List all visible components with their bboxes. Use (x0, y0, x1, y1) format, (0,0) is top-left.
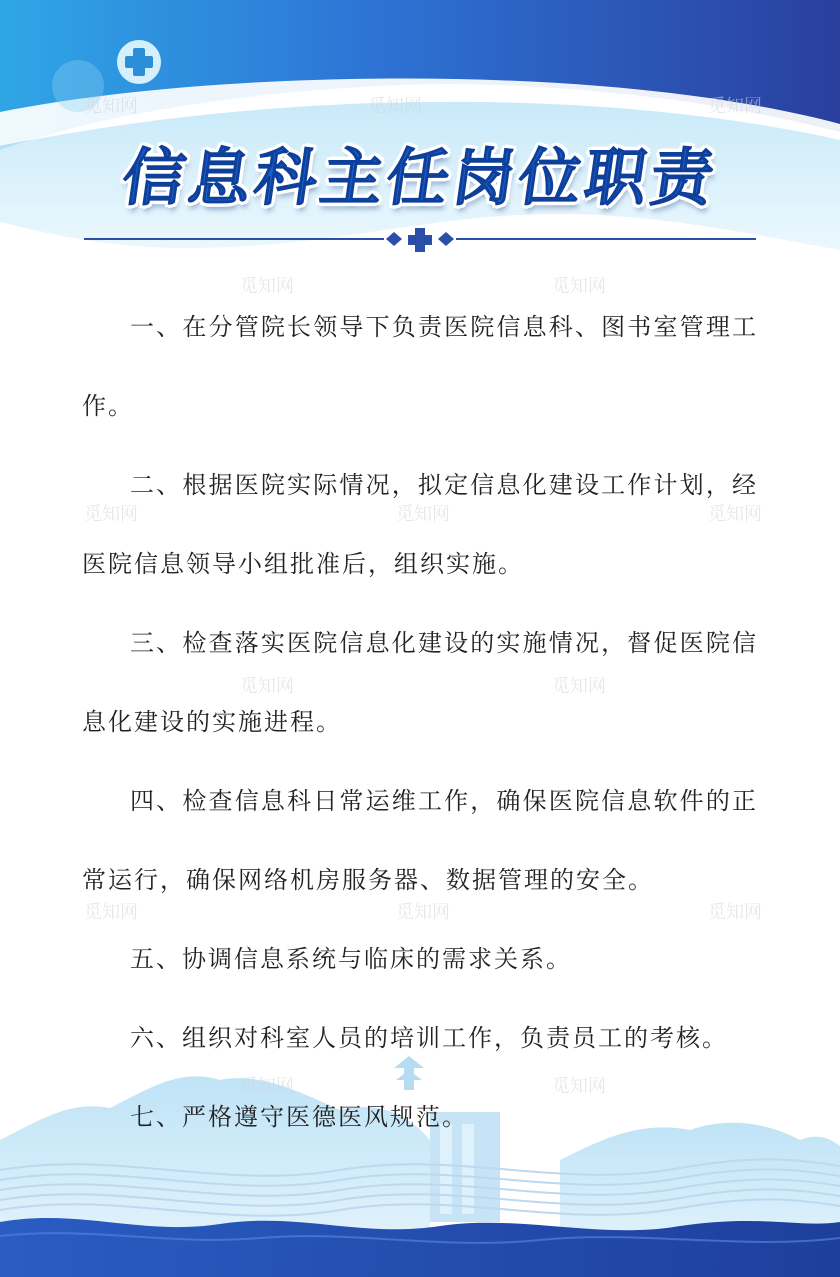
duty-item-3: 三、检查落实医院信息化建设的实施情况，督促医院信息化建设的实施进程。 (82, 629, 758, 736)
watermark: 觅知网 (84, 902, 138, 923)
medical-cross-icon (117, 40, 161, 84)
duty-item-1: 一、在分管院长领导下负责医院信息科、图书室管理工作。 (82, 313, 758, 420)
duty-item-6: 六、组织对科室人员的培训工作，负责员工的考核。 (130, 1024, 728, 1052)
watermark: 觅知网 (240, 676, 294, 697)
watermark: 觅知网 (396, 504, 450, 525)
watermark: 觅知网 (708, 96, 762, 117)
watermark: 觅知网 (708, 504, 762, 525)
title-divider (84, 224, 756, 254)
duty-item-5: 五、协调信息系统与临床的需求关系。 (130, 945, 572, 973)
watermark: 觅知网 (552, 276, 606, 297)
divider-cross-icon (408, 228, 432, 252)
duty-item-7: 七、严格遵守医德医风规范。 (130, 1103, 468, 1131)
watermark: 觅知网 (240, 276, 294, 297)
watermark: 觅知网 (552, 1076, 606, 1097)
watermark: 觅知网 (552, 676, 606, 697)
watermark: 觅知网 (84, 96, 138, 117)
watermark: 觅知网 (396, 902, 450, 923)
duties-list (82, 288, 758, 1157)
watermark: 觅知网 (708, 902, 762, 923)
watermark: 觅知网 (84, 504, 138, 525)
duty-item-2: 二、根据医院实际情况，拟定信息化建设工作计划，经医院信息领导小组批准后，组织实施。 (82, 471, 758, 578)
duty-item-4: 四、检查信息科日常运维工作，确保医院信息软件的正常运行，确保网络机房服务器、数据管理的安全。 (82, 787, 758, 894)
badge-halo (52, 60, 104, 112)
watermark: 觅知网 (368, 96, 422, 117)
watermark: 觅知网 (240, 1076, 294, 1097)
page-title: 信息科主任岗位职责 (117, 141, 723, 214)
